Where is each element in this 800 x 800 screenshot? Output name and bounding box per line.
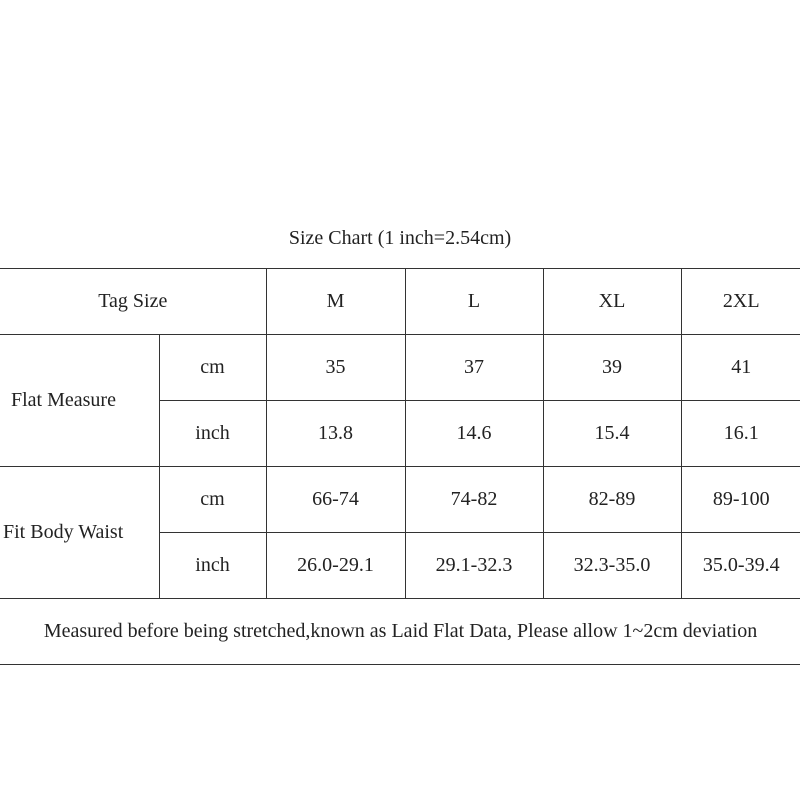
value-cell: 35 xyxy=(266,335,405,401)
header-row xyxy=(0,269,800,335)
unit-cell: cm xyxy=(159,335,266,401)
size-header-m: M xyxy=(266,269,405,335)
size-chart-table xyxy=(0,268,800,665)
group-label-flat-measure xyxy=(0,335,159,467)
value-cell: 35.0-39.4 xyxy=(681,533,800,599)
value-cell: 14.6 xyxy=(405,401,543,467)
group-label-text: Flat Measure xyxy=(11,389,116,411)
value-cell: 41 xyxy=(681,335,800,401)
value-cell: 26.0-29.1 xyxy=(266,533,405,599)
table-row xyxy=(0,335,800,401)
value-cell: 39 xyxy=(543,335,681,401)
value-cell: 82-89 xyxy=(543,467,681,533)
value-cell: 37 xyxy=(405,335,543,401)
value-cell: 15.4 xyxy=(543,401,681,467)
value-cell: 29.1-32.3 xyxy=(405,533,543,599)
note-row xyxy=(0,599,800,665)
value-cell: 16.1 xyxy=(681,401,800,467)
group-label-text: Fit Body Waist xyxy=(3,521,124,543)
unit-cell: inch xyxy=(159,533,266,599)
size-header-l: L xyxy=(405,269,543,335)
unit-cell: cm xyxy=(159,467,266,533)
group-label-fit-body-waist xyxy=(0,467,159,599)
tag-size-header: Tag Size xyxy=(0,269,266,335)
value-cell: 66-74 xyxy=(266,467,405,533)
page-title: Size Chart (1 inch=2.54cm) xyxy=(288,227,512,249)
unit-cell: inch xyxy=(159,401,266,467)
deviation-note: Measured before being stretched,known as Laid Flat Data, Please allow 1~2cm deviation xyxy=(0,599,800,665)
table-row xyxy=(0,467,800,533)
value-cell: 74-82 xyxy=(405,467,543,533)
value-cell: 32.3-35.0 xyxy=(543,533,681,599)
size-header-2xl: 2XL xyxy=(681,269,800,335)
size-header-xl: XL xyxy=(543,269,681,335)
value-cell: 89-100 xyxy=(681,467,800,533)
value-cell: 13.8 xyxy=(266,401,405,467)
